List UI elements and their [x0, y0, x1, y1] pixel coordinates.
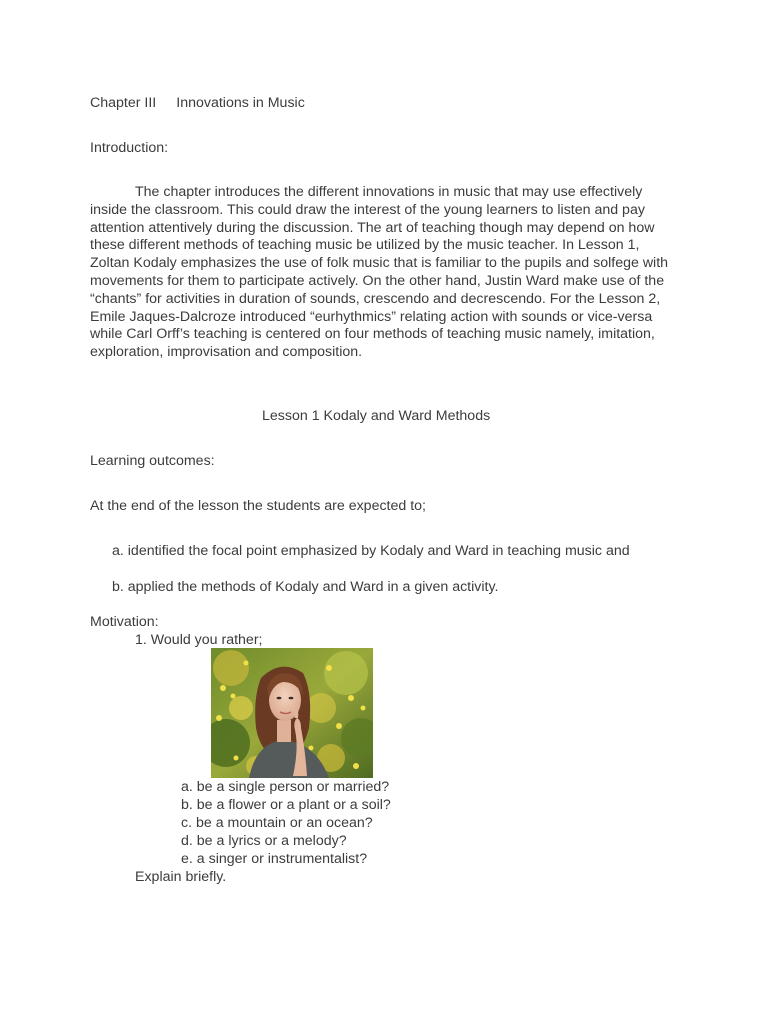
thinking-woman-photo	[211, 648, 373, 778]
introduction-paragraph	[90, 184, 678, 362]
learning-outcomes-heading: Learning outcomes:	[90, 453, 215, 469]
outcome-item: a. identified the focal point emphasized by Kodaly and Ward in teaching music and	[112, 543, 630, 559]
outcomes-intro: At the end of the lesson the students are expected to;	[90, 498, 426, 514]
choice-item: c. be a mountain or an ocean?	[181, 815, 373, 831]
chapter-heading	[90, 94, 305, 112]
motivation-heading: Motivation:	[90, 614, 159, 630]
choice-item: a. be a single person or married?	[181, 779, 390, 795]
chapter-number: Chapter III	[90, 95, 157, 111]
closing-instruction: Explain briefly.	[135, 869, 227, 885]
choice-item: b. be a flower or a plant or a soil?	[181, 797, 391, 813]
introduction-text: The chapter introduces the different innovations in music that may use effectively inside the classroom. This could draw the interest of the young learners to listen and pay attention attentively during the discussion. The art of teaching though may depend on how these different methods of teaching music be utilized by the music teacher. In Lesson 1, Zoltan Kodaly emphasizes the use of folk music that is familiar to the pupils and solfege with movements for them to participate actively. On the other hand, Justin Ward make use of the “chants” for activities in duration of sounds, crescendo and decrescendo. For the Lesson 2, Emile Jaques-Dalcroze introduced “eurhythmics” relating action with sounds or vice-versa while Carl Orff’s teaching is centered on four methods of teaching music namely, imitation, exploration, improvisation and composition.	[90, 184, 669, 361]
chapter-title: Innovations in Music	[176, 95, 305, 111]
lesson-title: Lesson 1 Kodaly and Ward Methods	[262, 408, 491, 424]
choice-item: e. a singer or instrumentalist?	[181, 851, 368, 867]
choice-item: d. be a lyrics or a melody?	[181, 833, 347, 849]
outcome-item: b. applied the methods of Kodaly and Ward in a given activity.	[112, 579, 499, 595]
introduction-heading: Introduction:	[90, 140, 169, 156]
motivation-question: 1. Would you rather;	[135, 632, 263, 648]
